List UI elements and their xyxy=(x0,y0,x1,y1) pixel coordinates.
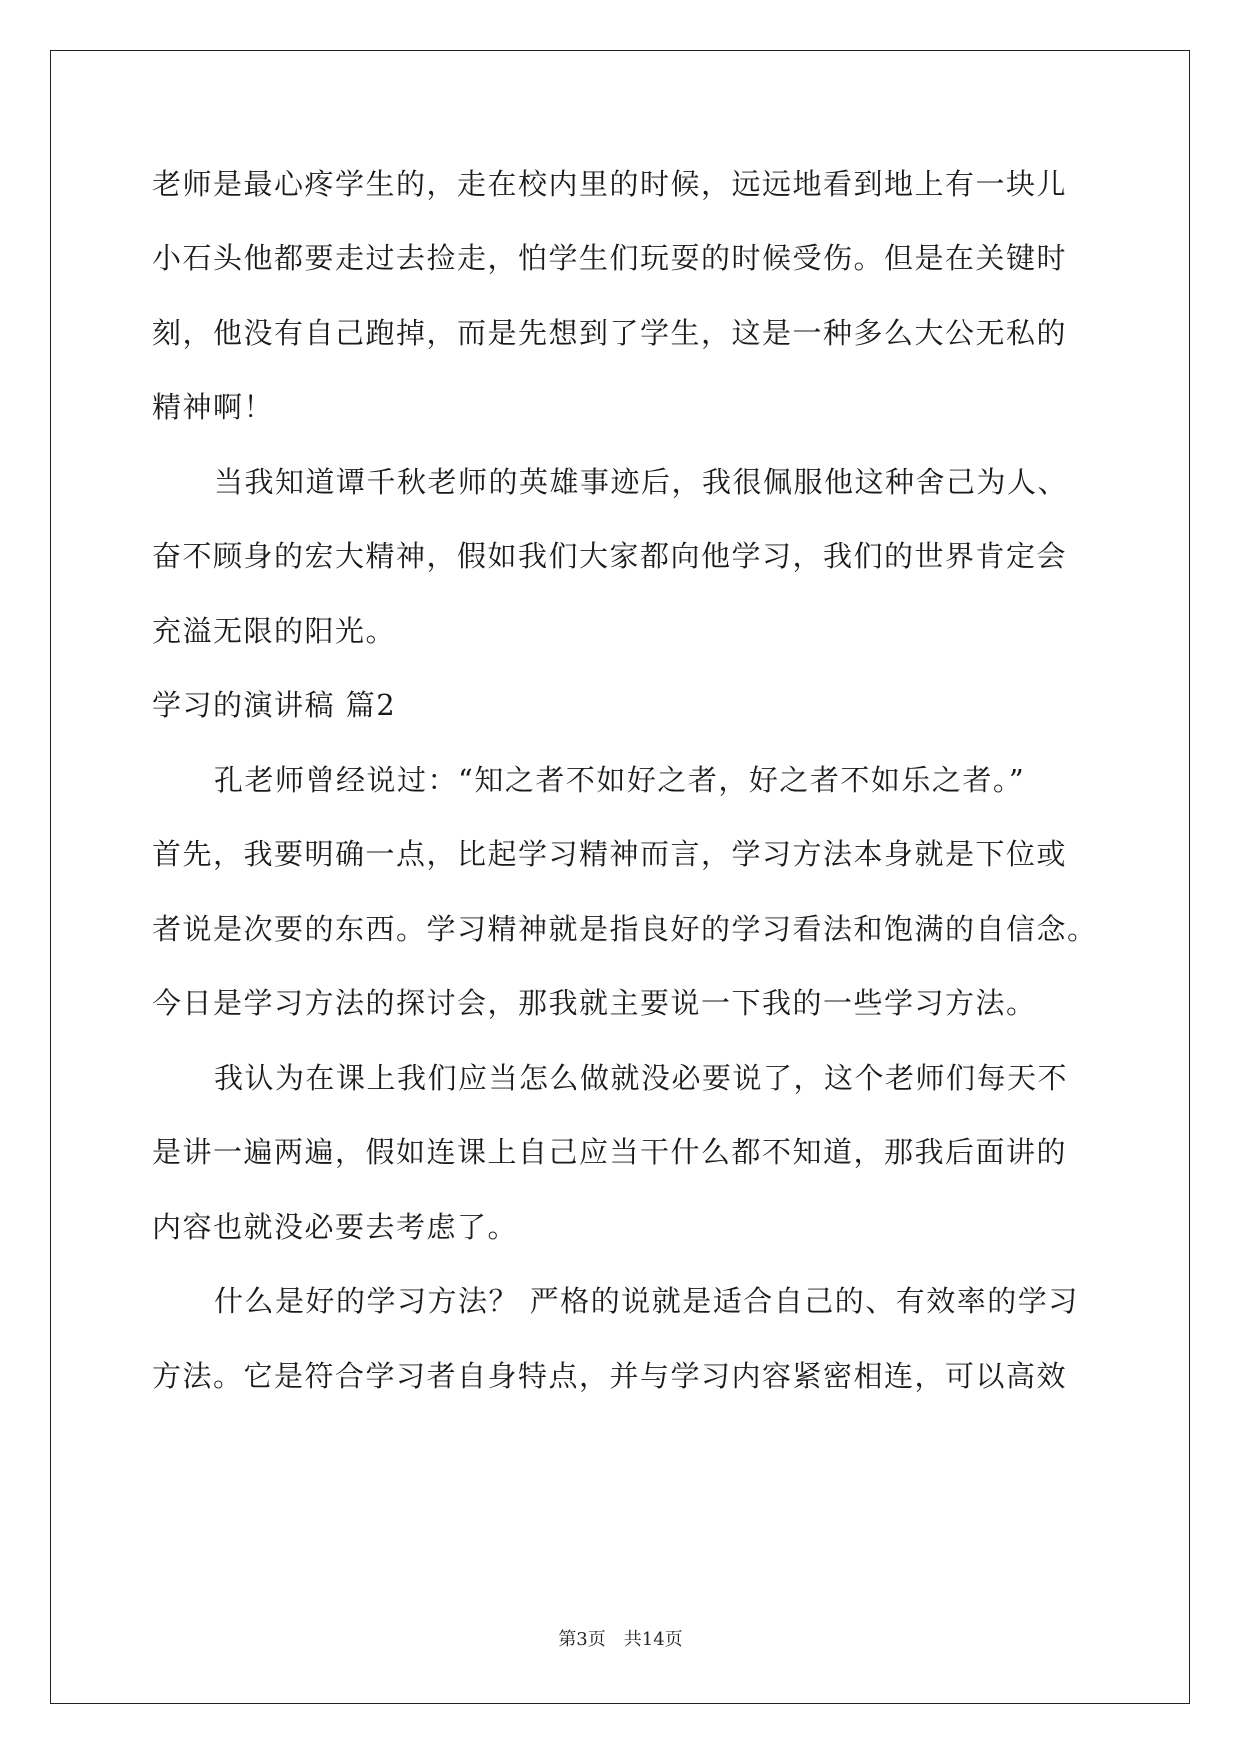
text-line: 奋不顾身的宏大精神，假如我们大家都向他学习，我们的世界肯定会 xyxy=(152,539,1068,573)
text-line: 内容也就没必要去考虑了。 xyxy=(152,1210,519,1244)
text-line: 我认为在课上我们应当怎么做就没必要说了，这个老师们每天不 xyxy=(214,1061,1069,1095)
text-line: 是讲一遍两遍，假如连课上自己应当干什么都不知道，那我后面讲的 xyxy=(152,1135,1068,1169)
text-line: 刻，他没有自己跑掉，而是先想到了学生，这是一种多么大公无私的 xyxy=(152,316,1068,350)
text-line: 老师是最心疼学生的，走在校内里的时候，远远地看到地上有一块儿 xyxy=(152,167,1068,201)
text-line: 今日是学习方法的探讨会，那我就主要说一下我的一些学习方法。 xyxy=(152,986,1037,1020)
text-line: 孔老师曾经说过：“知之者不如好之者，好之者不如乐之者。” xyxy=(214,763,1026,797)
text-line: 小石头他都要走过去捡走，怕学生们玩耍的时候受伤。但是在关键时 xyxy=(152,241,1068,275)
text-line: 精神啊！ xyxy=(152,390,275,424)
text-line: 首先，我要明确一点，比起学习精神而言，学习方法本身就是下位或 xyxy=(152,837,1068,871)
text-line: 方法。它是符合学习者自身特点，并与学习内容紧密相连，可以高效 xyxy=(152,1359,1068,1393)
text-line: 什么是好的学习方法？ 严格的说就是适合自己的、有效率的学习 xyxy=(214,1284,1079,1318)
page-frame xyxy=(50,50,1190,1704)
text-line: 充溢无限的阳光。 xyxy=(152,614,397,648)
text-line: 者说是次要的东西。学习精神就是指良好的学习看法和饱满的自信念。 xyxy=(152,912,1098,946)
text-line: 当我知道谭千秋老师的英雄事迹后，我很佩服他这种舍己为人、 xyxy=(214,465,1069,499)
page-number-footer: 第3页 共14页 xyxy=(558,1629,683,1650)
section-heading: 学习的演讲稿 篇2 xyxy=(152,688,397,722)
